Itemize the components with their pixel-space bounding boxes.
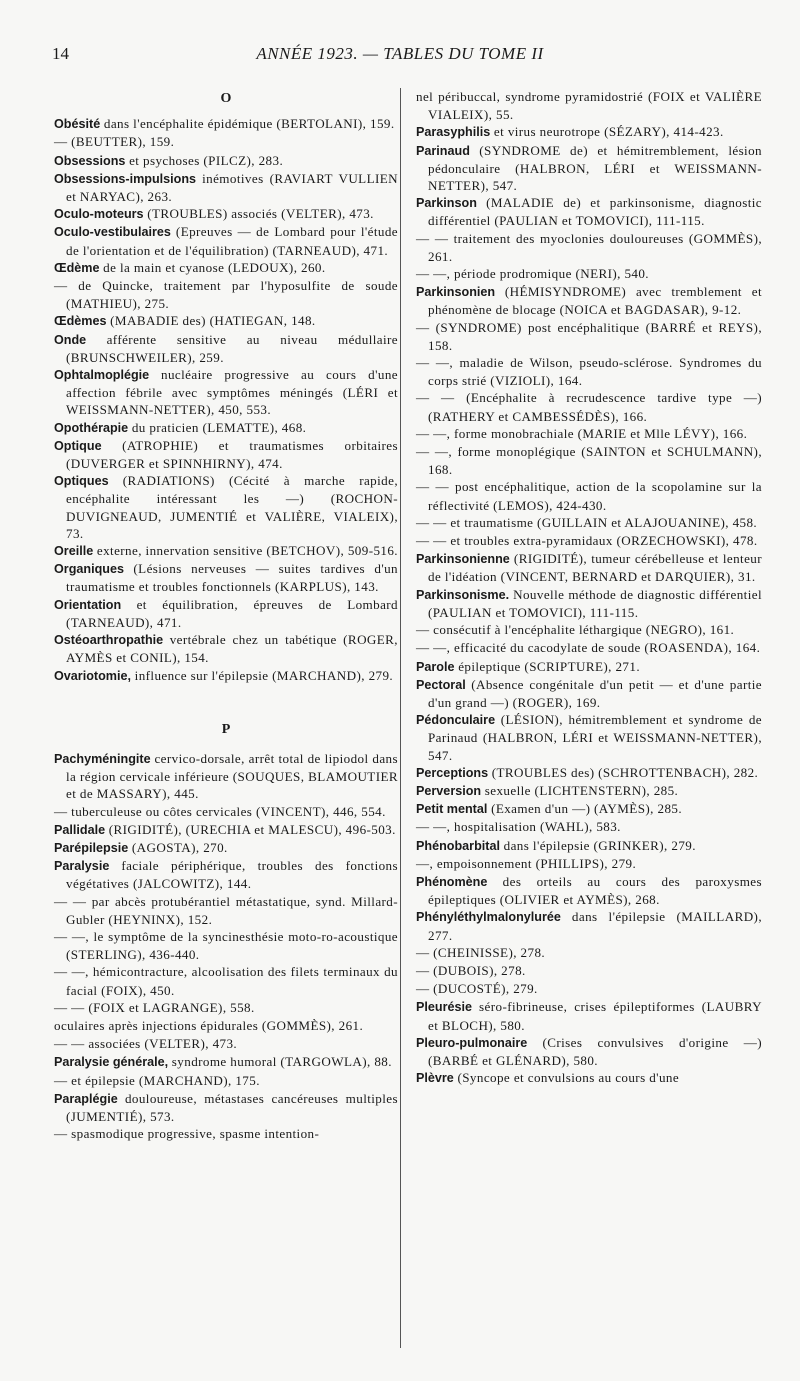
index-term: Petit mental: [416, 802, 488, 817]
index-text: sexuelle (LICHTENSTERN), 285.: [481, 782, 679, 798]
index-text: (ATROPHIE) et traumatismes orbitaires (DUVERGER et SPINNHIRNY), 474.: [66, 437, 398, 472]
index-term: Phénobarbital: [416, 838, 500, 853]
index-text: — consécutif à l'encéphalite léthargique (NEGRO), 161.: [416, 622, 735, 638]
index-entry: [54, 963, 398, 998]
index-text: de la main et cyanose (LEDOUX), 260.: [99, 259, 326, 275]
index-entry: [416, 639, 762, 657]
index-text: des orteils au cours des paroxysmes épileptiques (OLIVIER et AYMÈS), 268.: [428, 873, 762, 908]
index-term: Parinaud: [416, 143, 470, 158]
index-term: Obsessions: [54, 153, 126, 168]
index-entry: [54, 560, 398, 595]
index-term: Pallidale: [54, 822, 106, 837]
index-term: Pleuro-pulmonaire: [416, 1035, 528, 1050]
index-term: Oculo-vestibulaires: [54, 225, 171, 240]
index-term: Plèvre: [416, 1071, 454, 1086]
index-entry: [54, 893, 398, 928]
index-entry: [54, 928, 398, 963]
index-text: — —, forme monobrachiale (MARIE et Mlle LÉVY), 166.: [416, 425, 748, 441]
index-text: (Epreuves — de Lombard pour l'étude de l'orientation et de l'équilibration) (TARNEAUD), 471.: [66, 224, 398, 258]
index-entry: [54, 331, 398, 366]
index-entry: [54, 312, 398, 330]
index-entry: [54, 259, 398, 277]
index-entry: [416, 265, 762, 283]
index-text: (RIGIDITÉ), tumeur cérébelleuse et lenteur de l'idéation (VINCENT, BERNARD et DARQUIER), 31.: [428, 551, 762, 585]
index-text: — —, maladie de Wilson, pseudo-sclérose. Syndromes du corps strié (VIZIOLI), 164.: [416, 355, 762, 389]
index-term: Ophtalmoplégie: [54, 368, 150, 383]
index-entry: [416, 532, 762, 550]
index-term: Perceptions: [416, 765, 489, 780]
index-entry: [416, 550, 762, 585]
index-term: Pectoral: [416, 677, 466, 692]
index-term: Obsessions-impulsions: [54, 171, 197, 186]
index-entry: [416, 142, 762, 195]
index-text: (Absence congénitale d'un petit — et d'une partie d'un grand —) (ROGER), 169.: [428, 676, 762, 710]
index-list-p: [54, 750, 398, 1143]
index-text: — — et troubles extra-pyramidaux (ORZECHOWSKI), 478.: [416, 533, 758, 549]
index-text: du praticien (LEMATTE), 468.: [128, 419, 307, 435]
index-text: vertébrale chez un tabétique (ROGER, AYMÈS et CONIL), 154.: [66, 632, 398, 666]
index-entry: [416, 514, 762, 532]
index-text: séro-fibrineuse, crises épileptiformes (LAUBRY et BLOCH), 580.: [428, 999, 762, 1033]
index-text: (RIGIDITÉ), (URECHIA et MALESCU), 496-503.: [105, 821, 396, 837]
index-entry: [416, 389, 762, 424]
index-text: (LÉSION), hémitremblement et syndrome de Parinaud (HALBRON, LÉRI et WEISSMANN-NETTER), 547.: [428, 712, 762, 763]
index-entry: [54, 205, 398, 223]
column-divider: [400, 88, 401, 1348]
index-term: Parkinsonienne: [416, 552, 510, 567]
index-entry: [54, 667, 398, 685]
index-text: (Syncope et convulsions au cours d'une: [453, 1070, 680, 1086]
index-text: — —, hémicontracture, alcoolisation des filets terminaux du facial (FOIX), 450.: [54, 964, 398, 998]
index-entry: [54, 277, 398, 312]
index-term: Ovariotomie,: [54, 668, 131, 683]
index-text: dans l'épilepsie (MAILLARD), 277.: [428, 909, 762, 943]
index-entry: [54, 170, 398, 205]
index-text: nel péribuccal, syndrome pyramidostrié (FOIX et VALIÈRE VIALEIX), 55.: [416, 89, 762, 123]
index-text: (RADIATIONS) (Cécité à marche rapide, encéphalite intéressant les —) (ROCHON-DUVIGNEAUD, JUMENTIÉ et VALIÈRE, VIALEIX), 73.: [66, 473, 398, 541]
index-entry: [416, 782, 762, 800]
running-title: ANNÉE 1923. — TABLES DU TOME II: [256, 44, 544, 63]
index-text: — tuberculeuse ou côtes cervicales (VINCENT), 446, 554.: [54, 803, 386, 819]
index-text: oculaires après injections épidurales (GOMMÈS), 261.: [54, 1017, 364, 1033]
index-text: Nouvelle méthode de diagnostic différentiel (PAULIAN et TOMOVICI), 111-115.: [428, 586, 762, 620]
index-entry: [416, 1069, 762, 1087]
index-entry: [54, 437, 398, 472]
index-text: douloureuse, métastases cancéreuses multiples (JUMENTIÉ), 573.: [66, 1090, 398, 1124]
index-entry: [416, 230, 762, 265]
index-term: Phényléthylmalonylurée: [416, 910, 561, 925]
index-text: (MABADIE des) (HATIEGAN, 148.: [106, 313, 316, 329]
index-entry: [416, 855, 762, 873]
index-text: — — (Encéphalite à recrudescence tardive type —) (RATHERY et CAMBESSÉDÈS), 166.: [416, 390, 762, 424]
index-entry: [416, 711, 762, 764]
index-text: — (DUBOIS), 278.: [416, 962, 526, 978]
index-entry: [416, 764, 762, 782]
index-entry: [54, 596, 398, 631]
index-text: et équilibration, épreuves de Lombard (TARNEAUD), 471.: [66, 596, 398, 630]
index-term: Oculo-moteurs: [54, 207, 144, 222]
index-term: Onde: [54, 332, 87, 347]
index-text: (TROUBLES des) (SCHROTTENBACH), 282.: [488, 764, 759, 780]
section-heading-o: O: [220, 91, 232, 106]
index-entry: [416, 837, 762, 855]
index-entry: [416, 123, 762, 141]
index-text: (HÉMISYNDROME) avec tremblement et phénomène de blocage (NOICA et BAGDASAR), 9-12.: [428, 284, 762, 318]
index-text: — —, hospitalisation (WAHL), 583.: [416, 819, 621, 835]
index-entry: [416, 88, 762, 123]
index-term: Pachyméningite: [54, 751, 151, 766]
index-text: — — par abcès protubérantiel métastatique, synd. Millard-Gubler (HEYNINX), 152.: [54, 893, 398, 927]
index-text: syndrome humoral (TARGOWLA), 88.: [168, 1054, 392, 1070]
index-entry: [54, 999, 398, 1017]
index-entry: [54, 857, 398, 892]
index-text: — — (FOIX et LAGRANGE), 558.: [54, 999, 255, 1015]
index-term: Parépilepsie: [54, 840, 129, 855]
index-text: — — associées (VELTER), 473.: [54, 1036, 238, 1052]
index-entry: [54, 419, 398, 437]
index-term: Pédonculaire: [416, 713, 496, 728]
index-entry: [54, 1017, 398, 1035]
index-entry: [416, 478, 762, 513]
index-text: et virus neurotrope (SÉZARY), 414-423.: [490, 124, 724, 140]
index-term: Œdème: [54, 260, 100, 275]
index-entry: [54, 1035, 398, 1053]
index-entry: [54, 366, 398, 419]
index-term: Orientation: [54, 597, 122, 612]
index-text: — et épilepsie (MARCHAND), 175.: [54, 1072, 260, 1088]
index-text: influence sur l'épilepsie (MARCHAND), 279.: [130, 667, 394, 683]
index-term: Ostéoarthropathie: [54, 633, 164, 648]
index-entry: [416, 873, 762, 908]
index-entry: [416, 1034, 762, 1069]
index-text: — (CHEINISSE), 278.: [416, 944, 546, 960]
right-column: [416, 88, 762, 1087]
index-entry: [54, 223, 398, 258]
index-text: (TROUBLES) associés (VELTER), 473.: [143, 206, 374, 222]
index-text: dans l'encéphalite épidémique (BERTOLANI), 159.: [100, 116, 395, 132]
index-term: Oreille: [54, 544, 94, 559]
index-list-right: [416, 88, 762, 1087]
left-column: [54, 88, 398, 1143]
index-term: Phénomène: [416, 874, 488, 889]
index-text: afférente sensitive au niveau médullaire (BRUNSCHWEILER), 259.: [66, 331, 398, 365]
index-text: faciale périphérique, troubles des fonctions végétatives (JALCOWITZ), 144.: [66, 858, 398, 892]
index-list-o: [54, 115, 398, 685]
index-text: — spasmodique progressive, spasme intention-: [54, 1126, 320, 1142]
index-entry: [54, 115, 398, 133]
index-term: Optiques: [54, 474, 109, 489]
index-term: Paralysie générale,: [54, 1055, 169, 1070]
index-entry: [54, 631, 398, 666]
index-entry: [416, 980, 762, 998]
index-term: Parole: [416, 659, 455, 674]
index-text: inémotives (RAVIART VULLIEN et NARYAC), 263.: [66, 170, 398, 205]
index-text: — — post encéphalitique, action de la scopolamine sur la réflectivité (LEMOS), 424-430.: [416, 479, 762, 513]
index-text: et psychoses (PILCZ), 283.: [125, 152, 284, 168]
index-text: (SYNDROME de) et hémitremblement, lésion pédonculaire (HALBRON, LÉRI et WEISSMANN-NETTER), 547.: [428, 142, 762, 194]
index-entry: [54, 542, 398, 560]
index-text: nucléaire progressive au cours d'une affection fébrile avec symptômes méningés (LÉRI et WEISSMANN-NETTER), 450, 553.: [66, 367, 398, 418]
index-term: Opothérapie: [54, 420, 129, 435]
index-text: (Crises convulsives d'origine —) (BARBÉ et GLÉNARD), 580.: [428, 1034, 762, 1068]
index-text: épileptique (SCRIPTURE), 271.: [454, 658, 640, 674]
index-term: Œdèmes: [54, 314, 107, 329]
index-entry: [416, 962, 762, 980]
index-entry: [416, 621, 762, 639]
index-text: (AGOSTA), 270.: [128, 839, 228, 855]
index-text: cervico-dorsale, arrêt total de lipiodol dans la région cervicale inférieure (SOUQUES, BLAMOUTIER et de MASSARY), 445.: [66, 750, 398, 802]
index-entry: [54, 152, 398, 170]
index-entry: [416, 658, 762, 676]
index-entry: [54, 1053, 398, 1071]
index-entry: [416, 944, 762, 962]
index-text: — —, forme monoplégique (SAINTON et SCHULMANN), 168.: [416, 444, 762, 478]
index-entry: [416, 818, 762, 836]
index-term: Paralysie: [54, 859, 110, 874]
page-header: [52, 44, 748, 74]
index-entry: [54, 133, 398, 151]
index-term: Parkinsonisme.: [416, 587, 510, 602]
section-heading-p: P: [221, 721, 231, 737]
index-entry: [54, 1090, 398, 1125]
index-entry: [416, 908, 762, 943]
index-text: — — traitement des myoclonies douloureuses (GOMMÈS), 261.: [416, 230, 762, 264]
index-entry: [416, 443, 762, 478]
index-term: Pleurésie: [416, 1000, 473, 1015]
index-term: Parasyphilis: [416, 125, 491, 140]
index-entry: [416, 194, 762, 229]
index-text: externe, innervation sensitive (BETCHOV), 509-516.: [93, 543, 398, 559]
index-entry: [54, 803, 398, 821]
index-entry: [54, 1125, 398, 1143]
index-text: — —, efficacité du cacodylate de soude (ROASENDA), 164.: [416, 640, 761, 656]
index-term: Perversion: [416, 783, 482, 798]
index-entry: [416, 319, 762, 354]
index-entry: [54, 750, 398, 803]
index-entry: [416, 676, 762, 711]
index-entry: [54, 472, 398, 542]
index-text: — (DUCOSTÉ), 279.: [416, 981, 538, 997]
index-entry: [416, 425, 762, 443]
index-text: (Lésions nerveuses — suites tardives d'un traumatisme et troubles fonctionnels (KARPLUS), 143.: [66, 561, 398, 595]
index-text: (MALADIE de) et parkinsonisme, diagnostic différentiel (PAULIAN et TOMOVICI), 111-115.: [428, 195, 762, 229]
index-text: — —, période prodromique (NERI), 540.: [416, 266, 649, 282]
index-text: — —, le symptôme de la syncinesthésie moto-ro-acoustique (STERLING), 436-440.: [54, 928, 398, 963]
index-text: — (BEUTTER), 159.: [54, 134, 175, 150]
index-text: (Examen d'un —) (AYMÈS), 285.: [487, 801, 683, 817]
index-entry: [54, 1072, 398, 1090]
index-entry: [416, 586, 762, 621]
index-term: Parkinsonien: [416, 285, 496, 300]
index-term: Parkinson: [416, 196, 477, 211]
index-entry: [416, 800, 762, 818]
index-entry: [416, 283, 762, 318]
index-text: dans l'épilepsie (GRINKER), 279.: [499, 837, 696, 853]
index-term: Optique: [54, 438, 102, 453]
index-entry: [416, 998, 762, 1033]
index-entry: [54, 839, 398, 857]
index-term: Paraplégie: [54, 1091, 118, 1106]
index-text: —, empoisonnement (PHILLIPS), 279.: [416, 855, 637, 871]
index-entry: [54, 821, 398, 839]
index-text: — (SYNDROME) post encéphalitique (BARRÉ et REYS), 158.: [416, 319, 762, 353]
index-term: Obésité: [54, 117, 101, 132]
index-text: — — et traumatisme (GUILLAIN et ALAJOUANINE), 458.: [416, 514, 758, 530]
index-entry: [416, 354, 762, 389]
page-number: 14: [52, 44, 69, 63]
index-term: Organiques: [54, 562, 124, 577]
index-text: — de Quincke, traitement par l'hyposulfite de soude (MATHIEU), 275.: [54, 278, 398, 312]
